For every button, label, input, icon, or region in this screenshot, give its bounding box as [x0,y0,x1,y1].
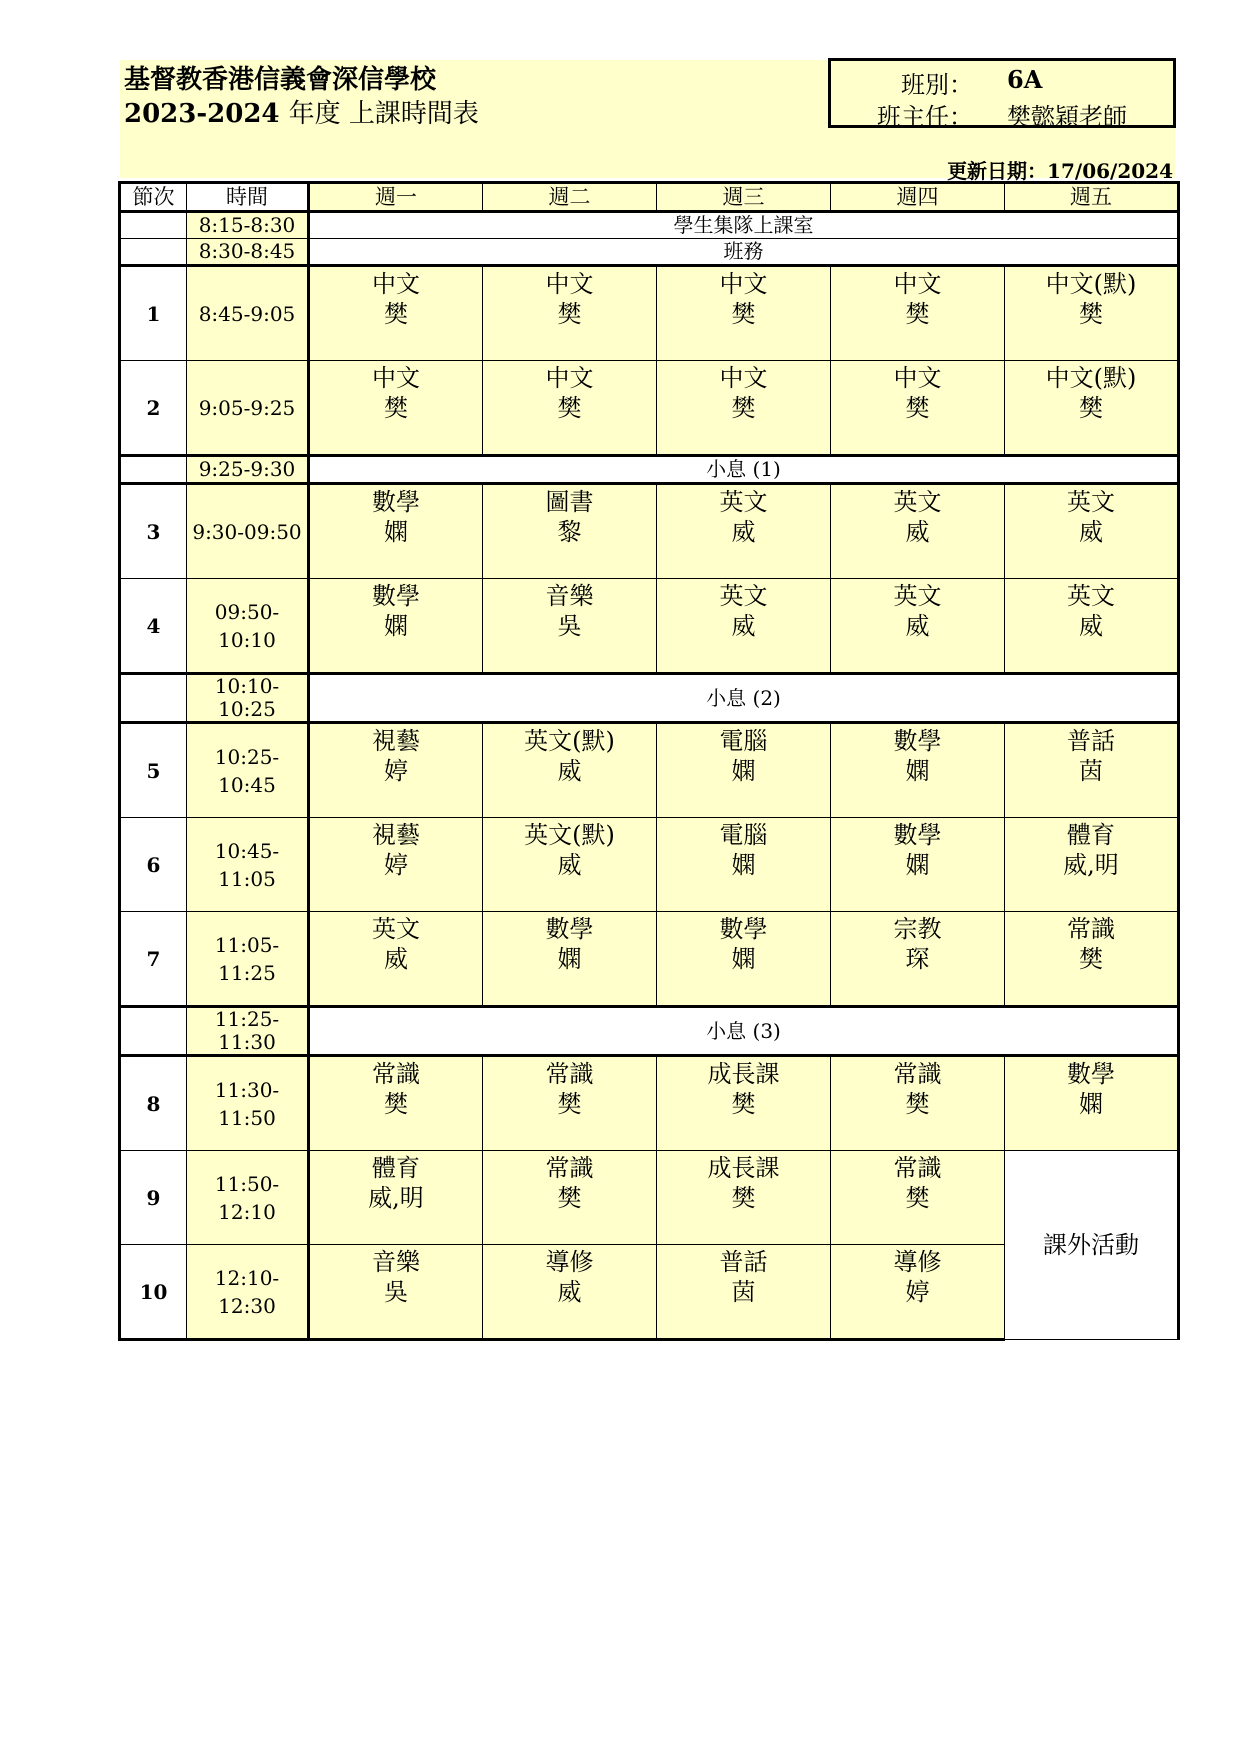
teacher: 威 [557,1278,582,1306]
subject: 數學 [372,488,420,516]
teacher: 威,明 [1063,851,1119,879]
teacher: 威 [731,518,756,546]
teacher: 嫻 [731,757,756,785]
timetable-title [124,98,479,130]
subject: 導修 [545,1248,594,1276]
period-number: 3 [120,484,187,579]
teacher: 婷 [384,757,408,785]
time-slot: 9:25-9:30 [187,456,309,484]
school-year: 2023-2024 [124,99,280,129]
lesson-cell [657,484,831,579]
period-number: 9 [120,1151,187,1245]
lesson-cell [309,266,483,361]
period-number [120,239,187,266]
teacher: 嫻 [905,851,930,879]
lesson-cell [1005,818,1179,912]
lesson-cell [483,1056,657,1151]
subject: 體育 [372,1154,420,1182]
header-day: 週五 [1005,183,1179,212]
table-row [120,912,1179,1007]
subject: 體育 [1067,821,1115,849]
lesson-cell [657,1245,831,1340]
teacher: 茵 [1079,757,1103,785]
time-slot: 11:05-11:25 [187,912,309,1007]
subject: 中文 [372,270,420,298]
lesson-cell [657,579,831,674]
lesson-cell [483,723,657,818]
lesson-cell [831,484,1005,579]
subject: 電腦 [719,821,768,849]
subject: 英文(默) [524,727,615,755]
subject: 英文 [1067,488,1115,516]
teacher: 樊 [384,300,408,328]
teacher: 嫻 [905,757,930,785]
subject: 音樂 [545,582,594,610]
recess-cell: 小息 (3) [309,1007,1179,1056]
subject: 宗教 [893,915,942,943]
teacher: 威 [1079,518,1103,546]
lesson-cell [483,818,657,912]
period-number [120,674,187,723]
teacher: 茵 [731,1278,756,1306]
class-label: 班別： [901,71,973,99]
teacher: 威 [557,851,582,879]
header-day: 週四 [831,183,1005,212]
time-slot: 9:05-9:25 [187,361,309,456]
time-slot: 8:30-8:45 [187,239,309,266]
subject: 成長課 [707,1154,780,1182]
header-day: 週一 [309,183,483,212]
header-day: 週三 [657,183,831,212]
teacher: 吳 [384,1278,408,1306]
subject: 數學 [893,821,942,849]
teacher: 威 [1079,612,1103,640]
subject: 普話 [719,1248,768,1276]
recess-cell: 小息 (1) [309,456,1179,484]
lesson-cell [657,1056,831,1151]
table-row [120,818,1179,912]
lesson-cell [831,1151,1005,1245]
teacher: 威 [905,612,930,640]
lesson-cell [309,912,483,1007]
class-info-box [828,58,1176,131]
lesson-cell [483,484,657,579]
time-slot: 9:30-09:50 [187,484,309,579]
teacher: 威 [731,612,756,640]
lesson-cell [1005,484,1179,579]
teacher: 琛 [905,945,930,973]
subject: 中文 [545,364,594,392]
subject: 數學 [1067,1060,1115,1088]
subject: 常識 [1067,915,1115,943]
lesson-cell [831,1245,1005,1340]
header-time: 時間 [187,183,309,212]
subject: 數學 [719,915,768,943]
timetable-title-text: 年度 上課時間表 [288,99,479,129]
subject: 成長課 [707,1060,780,1088]
subject: 中文 [372,364,420,392]
lesson-cell [1005,361,1179,456]
teacher: 吳 [557,612,582,640]
teacher: 樊 [557,1090,582,1118]
lesson-cell [657,723,831,818]
time-slot: 09:50-10:10 [187,579,309,674]
subject: 英文 [719,488,768,516]
teacher: 樊 [731,1184,756,1212]
table-row [120,1151,1179,1245]
teacher: 樊 [731,394,756,422]
time-slot: 11:25-11:30 [187,1007,309,1056]
teacher: 嫻 [1079,1090,1103,1118]
subject: 數學 [372,582,420,610]
teacher: 樊 [1079,394,1103,422]
lesson-cell [831,361,1005,456]
table-row [120,723,1179,818]
timetable [118,181,1180,1341]
lesson-cell [1005,579,1179,674]
teacher: 婷 [384,851,408,879]
lesson-cell [657,361,831,456]
table-row [120,266,1179,361]
subject: 中文 [545,270,594,298]
header-day: 週二 [483,183,657,212]
period-number: 7 [120,912,187,1007]
teacher: 樊 [557,1184,582,1212]
teacher: 嫻 [731,851,756,879]
table-row [120,1007,1179,1056]
lesson-cell [483,266,657,361]
teacher: 威,明 [368,1184,424,1212]
teacher: 樊 [557,300,582,328]
table-row [120,1056,1179,1151]
teacher: 樊 [557,394,582,422]
teacher-label: 班主任： [877,103,973,131]
teacher: 樊 [905,1184,930,1212]
teacher: 樊 [1079,300,1103,328]
period-number: 2 [120,361,187,456]
subject: 電腦 [719,727,768,755]
teacher: 樊 [905,394,930,422]
lesson-cell [1005,912,1179,1007]
header-row [120,183,1179,212]
teacher: 威 [905,518,930,546]
period-number: 5 [120,723,187,818]
lesson-cell [483,1151,657,1245]
subject: 英文 [719,582,768,610]
teacher: 黎 [557,518,582,546]
lesson-cell [657,912,831,1007]
teacher: 樊 [384,1090,408,1118]
period-number [120,456,187,484]
teacher: 樊 [384,394,408,422]
lesson-cell [657,1151,831,1245]
time-slot: 10:45-11:05 [187,818,309,912]
period-number: 4 [120,579,187,674]
subject: 中文 [893,270,942,298]
subject: 普話 [1067,727,1115,755]
table-row [120,674,1179,723]
table-row [120,361,1179,456]
period-number: 6 [120,818,187,912]
extracurricular-cell: 課外活動 [1005,1151,1179,1340]
time-slot: 10:10-10:25 [187,674,309,723]
subject: 英文 [1067,582,1115,610]
lesson-cell [309,818,483,912]
subject: 中文 [719,270,768,298]
school-name: 基督教香港信義會深信學校 [124,65,437,95]
subject: 視藝 [372,821,420,849]
table-row [120,456,1179,484]
class-value: 6A [1007,65,1043,94]
time-slot: 11:30-11:50 [187,1056,309,1151]
subject: 中文(默) [1045,270,1137,298]
lesson-cell [309,579,483,674]
teacher: 婷 [905,1278,930,1306]
subject: 視藝 [372,727,420,755]
teacher: 嫻 [731,945,756,973]
subject: 圖書 [545,488,594,516]
subject: 中文 [719,364,768,392]
lesson-cell [1005,723,1179,818]
teacher: 樊 [1079,945,1103,973]
subject: 中文(默) [1045,364,1137,392]
period-number: 10 [120,1245,187,1340]
lesson-cell [483,579,657,674]
time-slot: 8:45-9:05 [187,266,309,361]
lesson-cell [831,723,1005,818]
subject: 導修 [893,1248,942,1276]
lesson-cell [831,266,1005,361]
time-slot: 8:15-8:30 [187,212,309,239]
subject: 英文 [372,915,420,943]
table-row [120,579,1179,674]
subject: 常識 [372,1060,420,1088]
lesson-cell [657,818,831,912]
class-affairs-cell: 班務 [309,239,1179,266]
lesson-cell [831,1056,1005,1151]
lesson-cell [309,484,483,579]
teacher: 嫻 [384,612,408,640]
teacher: 樊 [905,1090,930,1118]
teacher: 嫻 [557,945,582,973]
assembly-cell: 學生集隊上課室 [309,212,1179,239]
lesson-cell [831,818,1005,912]
subject: 數學 [545,915,594,943]
subject: 音樂 [372,1248,420,1276]
teacher-value: 樊懿穎老師 [1007,103,1127,131]
lesson-cell [309,723,483,818]
subject: 中文 [893,364,942,392]
lesson-cell [309,1056,483,1151]
subject: 常識 [545,1154,594,1182]
time-slot: 10:25-10:45 [187,723,309,818]
lesson-cell [483,912,657,1007]
lesson-cell [1005,1056,1179,1151]
recess-cell: 小息 (2) [309,674,1179,723]
teacher: 樊 [731,1090,756,1118]
lesson-cell [831,579,1005,674]
lesson-cell [309,1245,483,1340]
lesson-cell [483,1245,657,1340]
table-row [120,484,1179,579]
lesson-cell [309,361,483,456]
lesson-cell [657,266,831,361]
subject: 數學 [893,727,942,755]
header-period: 節次 [120,183,187,212]
lesson-cell [309,1151,483,1245]
subject: 常識 [893,1154,942,1182]
teacher: 威 [384,945,408,973]
time-slot: 11:50-12:10 [187,1151,309,1245]
subject: 英文 [893,582,942,610]
table-row [120,239,1179,266]
subject: 常識 [545,1060,594,1088]
lesson-cell [483,361,657,456]
teacher: 樊 [905,300,930,328]
teacher: 嫻 [384,518,408,546]
period-number: 1 [120,266,187,361]
period-number [120,212,187,239]
subject: 英文 [893,488,942,516]
period-number: 8 [120,1056,187,1151]
lesson-cell [1005,266,1179,361]
table-row [120,212,1179,239]
subject: 英文(默) [524,821,615,849]
period-number [120,1007,187,1056]
subject: 常識 [893,1060,942,1088]
lesson-cell [831,912,1005,1007]
teacher: 樊 [731,300,756,328]
updated-date: 更新日期：17/06/2024 [947,159,1173,183]
teacher: 威 [557,757,582,785]
time-slot: 12:10-12:30 [187,1245,309,1340]
